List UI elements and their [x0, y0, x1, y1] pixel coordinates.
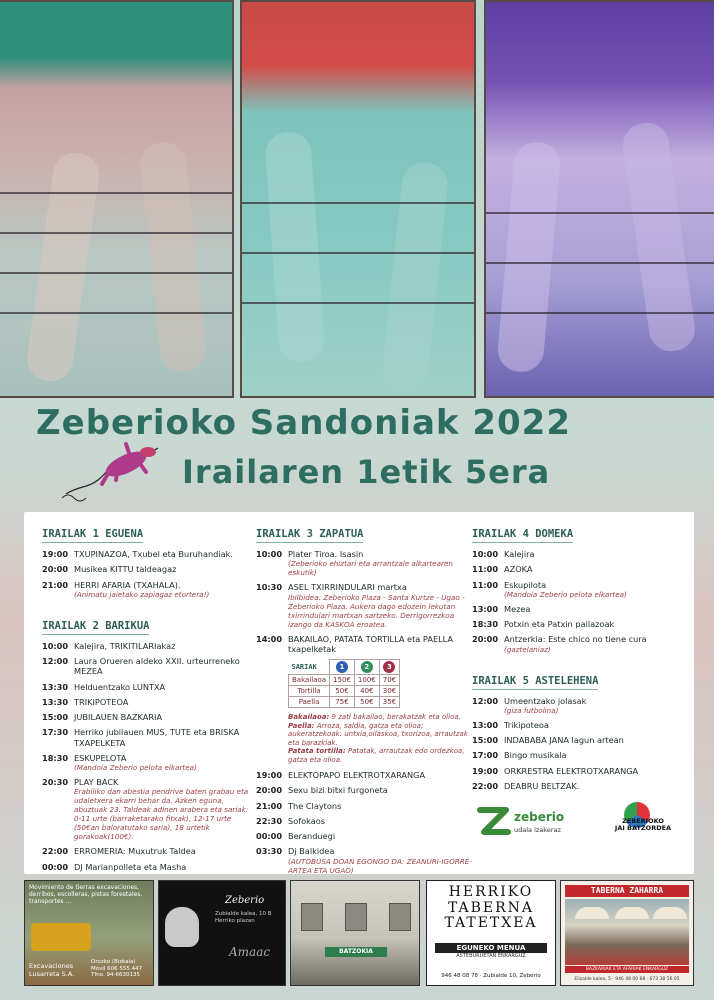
event-text: ORKRESTRA ELEKTROTXARANGA — [504, 765, 639, 776]
event-time: 00:00 — [256, 831, 283, 842]
event-text: JUBILAUEN BAZKARIA — [74, 712, 163, 722]
event-description — [504, 696, 586, 715]
prize-row — [289, 675, 400, 686]
event-note: (Animatu jaietako zapiagaz etortera!) — [74, 589, 210, 599]
event-row — [472, 720, 687, 730]
event-time: 10:30 — [256, 582, 283, 593]
event-time: 13:00 — [472, 719, 499, 730]
event-time: 10:00 — [256, 549, 283, 559]
column-1 — [42, 522, 257, 877]
event-row — [42, 564, 257, 574]
event-description — [504, 766, 638, 776]
event-text: Laura Orueren aldeko XXII. urteurreneko MEZEA — [74, 656, 240, 677]
dancer-legs-photo-red — [240, 0, 476, 398]
sponsor-amaac: Zeberio Zubialde kalea, 10 B Herriko plazan Amaac — [158, 880, 286, 986]
event-text: DEABRU BELTZAK. — [504, 780, 580, 791]
event-time: 22:00 — [472, 780, 499, 791]
sponsor-strip — [24, 880, 694, 990]
event-description — [504, 564, 532, 574]
rule-text: Patatak, arrautzak edo ordezkoa, gatza eta olioa. — [288, 747, 465, 764]
event-time: 20:00 — [42, 564, 69, 575]
event-description — [74, 777, 257, 841]
day-header: IRAILAK 5 ASTELEHENA — [472, 675, 598, 690]
event-note: (Mandoia Zeberio pelota elkartea) — [504, 589, 627, 599]
event-text: Kalejira, TRIKITILARIakaz — [74, 640, 176, 651]
event-row — [256, 831, 476, 841]
event-text: ASEL TXIRRINDULARI martxa — [288, 582, 407, 593]
event-row — [42, 656, 257, 677]
event-description — [74, 727, 257, 748]
event-text: DJ Marianpolleta eta Masha — [74, 861, 187, 872]
event-row — [256, 549, 476, 577]
event-row — [472, 604, 687, 614]
event-text: BAKAILAO, PATATA TORTILLA eta PAELLA txapelketak — [288, 633, 454, 654]
event-time: 18:30 — [472, 619, 499, 629]
zeberio-udala-logo: zeberio udala izakeraz — [476, 804, 576, 840]
event-time: 20:00 — [472, 634, 499, 645]
event-row — [472, 750, 687, 760]
prize-place-header — [354, 660, 379, 675]
event-row — [472, 766, 687, 776]
event-note: Erabiliko dan abestia pendrive baten grabau eta udaletxera ekarri behar da. Azken eguna, abuztuak 23. Taldeak adinen arabera eta sariak: 0-11 urte (barraketarako fitxak), 12-17 urte (50€an baloratutako saria), 18 urtetik gorakoak(100€). — [74, 787, 249, 842]
photo-collage — [0, 0, 714, 400]
event-row — [256, 846, 476, 874]
prize-table-header: SARIAK — [291, 662, 317, 671]
day-header: IRAILAK 3 ZAPATUA — [256, 528, 363, 543]
event-row — [472, 735, 687, 745]
event-time: 13:00 — [472, 603, 499, 614]
event-text: Beranduegi — [288, 831, 336, 842]
event-note: Ibilbidea: Zeberioko Plaza - Santa Kurtze - Ugao - Zeberioko Plaza. Aukera dago edozein lekutan txirrindulari martxan sartzeko. Derrigorrezkoa izango da KASKOA eroatea. — [288, 592, 465, 629]
event-row — [256, 634, 476, 655]
event-description — [74, 564, 176, 574]
poster-subtitle: Irailaren 1etik 5era — [182, 453, 551, 491]
event-row — [42, 777, 257, 841]
event-row — [256, 770, 476, 780]
event-text: ESKUPELOTA — [74, 752, 127, 763]
event-text: Sofokaos — [288, 815, 325, 826]
event-time: 13:30 — [42, 681, 69, 692]
sponsor-taberna-zaharra: TABERNA ZAHARRA BAZKARIAK ETA AFARIAK ENKARGUZ Elizalde kalea, 5 · 946 48 00 68 · 673 38 56 05 — [560, 880, 694, 986]
program-panel — [24, 512, 694, 874]
event-description — [74, 682, 165, 692]
event-text: Herriko jubilauen MUS, TUTE eta BRISKA TXAPELKETA — [74, 727, 240, 748]
sponsor-excavaciones-lusarreta: Movimiento de tierras excavaciones, derribos, escolleras, pistas forestales, transportes ... Excavaciones Lusarreta S.A. Orozko (Bizkaia) Móvil 606 555 447 Tfno. 94-6630135 — [24, 880, 154, 986]
event-text: Umeentzako jolasak — [504, 695, 587, 706]
event-description — [288, 785, 388, 795]
prize-row — [289, 686, 400, 697]
event-description — [74, 549, 233, 559]
event-row — [42, 753, 257, 772]
rule-text: 9 zati bakailao, berakatzak eta olioa. — [331, 713, 461, 721]
event-row — [42, 580, 257, 599]
contest-rules — [288, 713, 476, 764]
event-description — [504, 549, 535, 559]
rule-label: Bakailaoa: — [288, 713, 330, 721]
event-row — [42, 727, 257, 748]
event-description — [288, 770, 425, 780]
event-description — [288, 816, 325, 826]
prize-value: 50€ — [330, 686, 355, 697]
event-text: Musikea KITTU taldeagaz — [74, 564, 177, 575]
event-description — [74, 753, 197, 772]
sponsor-batzokia: BATZOKIA — [290, 880, 420, 986]
helmet-image — [165, 907, 199, 947]
prize-row — [289, 697, 400, 708]
event-time: 10:00 — [472, 549, 499, 559]
lizard-icon — [58, 436, 168, 506]
excavator-image — [31, 923, 91, 951]
prize-value: 35€ — [379, 697, 399, 708]
event-time: 12:00 — [42, 656, 69, 666]
event-text: Trikipoteoa — [504, 719, 549, 730]
prize-value: 40€ — [354, 686, 379, 697]
event-row — [42, 862, 257, 872]
prize-place-header — [330, 660, 355, 675]
event-description — [504, 720, 549, 730]
column-3 — [472, 522, 687, 796]
event-row — [42, 549, 257, 559]
event-time: 20:00 — [256, 785, 283, 796]
event-text: Mezea — [504, 603, 531, 614]
event-row — [472, 634, 687, 653]
jai-batzordea-logo: ZEBERIOKO JAI BATZORDEA — [602, 802, 682, 842]
place-badge: 2 — [361, 661, 373, 673]
event-description — [288, 634, 476, 655]
event-text: Plater Tiroa. Isasin — [288, 549, 364, 559]
event-text: PLAY BACK — [74, 777, 119, 787]
event-text: Kalejira — [504, 549, 535, 559]
event-time: 15:00 — [42, 712, 69, 722]
event-row — [256, 582, 476, 628]
event-time: 11:00 — [472, 564, 499, 575]
event-row — [472, 564, 687, 574]
dancer-legs-photo-purple — [484, 0, 714, 398]
event-time: 20:30 — [42, 777, 69, 787]
event-text: The Claytons — [288, 800, 342, 811]
prize-value: 70€ — [379, 675, 399, 686]
dancer-legs-photo-green — [0, 0, 234, 398]
event-time: 12:00 — [472, 695, 499, 706]
rule-label: Paella: — [288, 721, 315, 730]
event-time: 10:00 — [42, 640, 69, 651]
event-row — [42, 641, 257, 651]
prize-value: 50€ — [354, 697, 379, 708]
event-time: 19:00 — [472, 765, 499, 776]
place-badge: 1 — [336, 661, 348, 673]
event-text: Sexu bizi bitxi furgoneta — [288, 785, 388, 796]
event-text: Antzerkia: Este chico no tiene cura — [504, 634, 647, 645]
event-description — [74, 580, 209, 599]
event-description — [74, 846, 196, 856]
day-header: IRAILAK 2 BARIKUA — [42, 620, 149, 635]
event-time: 19:00 — [42, 549, 69, 559]
prize-table — [288, 659, 400, 708]
event-row — [472, 549, 687, 559]
prize-place-header — [379, 660, 399, 675]
event-text: Potxin eta Patxin pailazoak — [504, 619, 615, 629]
event-row — [42, 697, 257, 707]
sponsor-herriko-taberna: HERRIKO TABERNA TATETXEA EGUNEKO MENUA ASTEBURUETAN ENKARGUZ 946 48 08 78 · Zubialde 10, Zeberio — [426, 880, 556, 986]
event-time: 13:30 — [42, 696, 69, 707]
event-time: 00:00 — [42, 861, 69, 872]
event-time: 17:00 — [472, 750, 499, 761]
event-text: TXUPINAZOA, Txubel eta Buruhandiak. — [74, 549, 234, 559]
event-description — [288, 582, 476, 628]
event-row — [472, 580, 687, 599]
event-time: 19:00 — [256, 770, 283, 781]
event-text: ELEKTOPAPO ELEKTROTXARANGA — [288, 770, 426, 781]
prize-category: Paella — [289, 697, 330, 708]
event-row — [256, 801, 476, 811]
rule-line — [288, 747, 476, 764]
event-description — [74, 697, 128, 707]
event-description — [504, 735, 624, 745]
column-2 — [256, 522, 476, 880]
event-row — [472, 696, 687, 715]
event-row — [256, 785, 476, 795]
event-note: (gaztelaniaz) — [504, 644, 551, 654]
event-note: (AUTOBUSA DOAN EGONGO DA: ZEANURI-IGORRE-ARTEA ETA UGAO) — [288, 856, 472, 875]
day-header: IRAILAK 1 EGUENA — [42, 528, 143, 543]
event-description — [288, 846, 476, 874]
rule-text: Arroza, saldia, gatza eta olioa; aukeratzekoak: untxia,oilaskoa, txorizoa, arrautzak eta barazkiak. — [288, 721, 468, 747]
event-description — [74, 712, 162, 722]
place-badge: 3 — [383, 661, 395, 673]
event-text: Eskupilota — [504, 579, 547, 590]
event-description — [504, 619, 614, 629]
event-time: 17:30 — [42, 727, 69, 738]
event-text: Helduentzako LUNTXA — [74, 681, 166, 692]
poster-title: Zeberioko Sandoniak 2022 — [36, 403, 571, 443]
event-time: 22:00 — [42, 846, 69, 857]
rule-label: Patata tortilla: — [288, 747, 346, 756]
event-time: 18:30 — [42, 752, 69, 763]
event-text: AZOKA — [504, 564, 533, 575]
event-description — [504, 634, 647, 653]
rule-line — [288, 722, 476, 748]
event-row — [472, 619, 687, 629]
event-row — [42, 712, 257, 722]
prize-category: Tortilla — [289, 686, 330, 697]
event-text: ERROMERIA: Muxutruk Taldea — [74, 846, 196, 857]
prize-value: 150€ — [330, 675, 355, 686]
prize-value: 100€ — [354, 675, 379, 686]
event-time: 22:30 — [256, 815, 283, 826]
event-text: Bingo musikala — [504, 750, 567, 761]
event-time: 21:00 — [42, 579, 69, 590]
day-header: IRAILAK 4 DOMEKA — [472, 528, 573, 543]
event-description — [504, 604, 530, 614]
event-time: 11:00 — [472, 579, 499, 590]
event-description — [288, 801, 341, 811]
event-text: TRIKIPOTEOA — [74, 696, 129, 707]
event-row — [472, 781, 687, 791]
event-description — [74, 656, 257, 677]
event-time: 15:00 — [472, 735, 499, 745]
event-description — [504, 750, 567, 760]
event-time: 14:00 — [256, 633, 283, 644]
event-description — [288, 549, 476, 577]
event-note: (Zeberioko ehiztari eta arrantzale alkartearen eskutik) — [288, 559, 453, 578]
event-description — [74, 641, 175, 651]
event-description — [74, 862, 186, 872]
rule-line — [288, 713, 476, 722]
event-time: 21:00 — [256, 800, 283, 811]
event-text: Dj Balkidea — [288, 846, 335, 857]
event-row — [42, 846, 257, 856]
prize-value: 30€ — [379, 686, 399, 697]
event-description — [288, 831, 335, 841]
event-text: INDABABA JANA lagun artean — [504, 735, 624, 745]
prize-value: 75€ — [330, 697, 355, 708]
event-row — [256, 816, 476, 826]
event-description — [504, 580, 627, 599]
event-time: 03:30 — [256, 846, 283, 857]
prize-category: Bakailaoa — [289, 675, 330, 686]
event-note: (giza futbolina) — [504, 705, 559, 715]
event-row — [42, 682, 257, 692]
event-description — [504, 781, 579, 791]
event-text: HERRI AFARIA (TXAHALA). — [74, 579, 181, 590]
event-note: (Mandoia Zeberio pelota elkartea) — [74, 763, 197, 772]
